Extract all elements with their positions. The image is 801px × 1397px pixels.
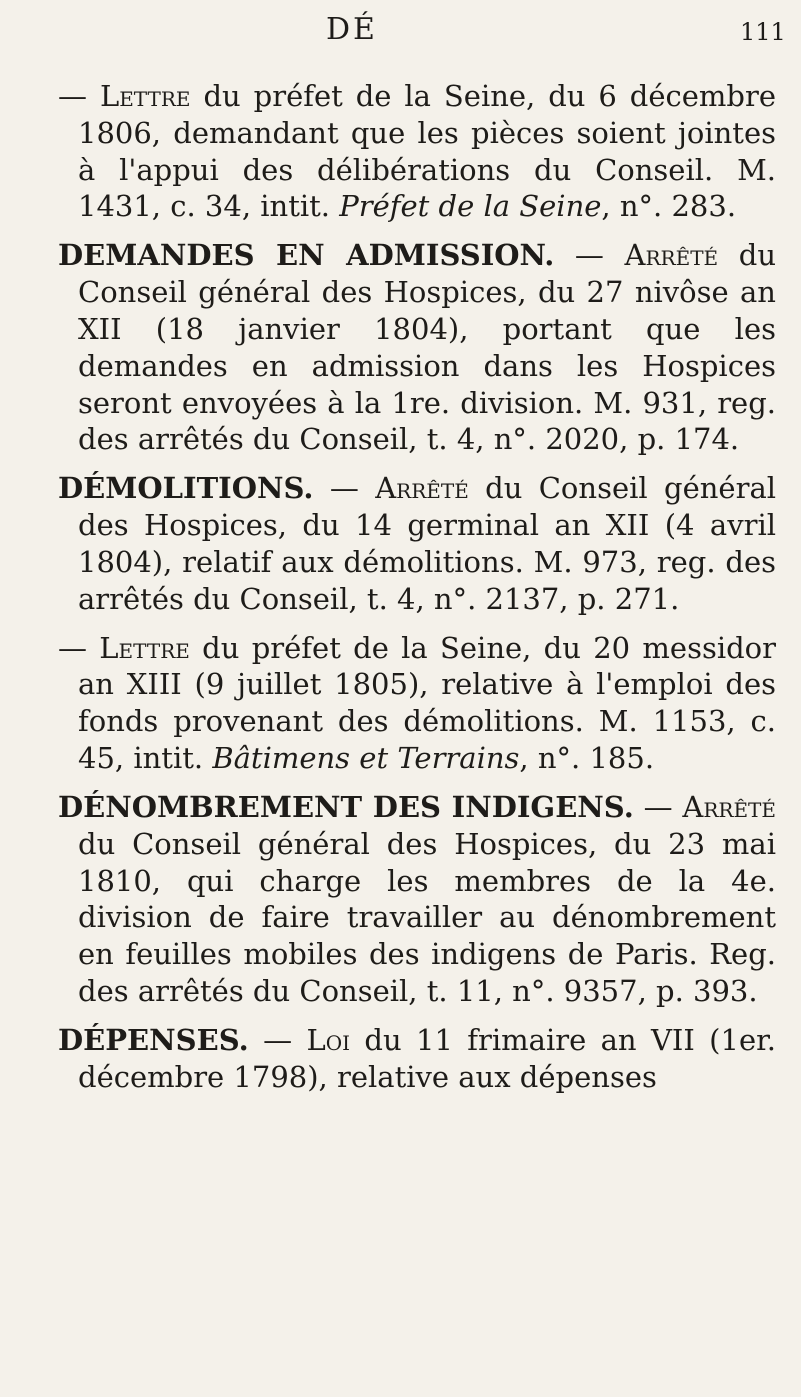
entry-headword: DÉPENSES.	[58, 1022, 249, 1057]
entry-italic: Bâtimens et Terrains	[212, 741, 520, 776]
entry-label: Arrêté	[682, 789, 776, 824]
page-body	[58, 78, 776, 1108]
entry-label: Arrêté	[624, 238, 719, 273]
entry-label: Loi	[306, 1022, 351, 1057]
entry-text: du Conseil général des Hospices, du 14 germinal an XII (4 avril 1804), relatif aux démolitions. M. 973, reg. des arrêtés du Conseil, t. 4, n°. 2137, p. 271.	[78, 471, 777, 616]
running-head: DÉ	[326, 12, 378, 47]
entry-label: Arrêté	[375, 471, 469, 506]
entry-separator: —	[248, 1022, 307, 1057]
entry-dash: —	[58, 79, 100, 113]
entry-label: Lettre	[99, 79, 191, 113]
entry-label: Lettre	[99, 630, 190, 665]
entry-demolitions	[58, 470, 776, 617]
entry-text: du Conseil général des Hospices, du 23 mai 1810, qui charge les membres de la 4e. division de faire travailler au dénombrement en feuilles mobiles des indigens de Paris. Reg. des arrêtés du Conseil, t. 11, n°. 9357, p. 393.	[78, 826, 776, 1009]
page-header	[0, 12, 801, 62]
entry-separator: —	[554, 238, 625, 273]
entry-lettre-1805	[58, 630, 776, 777]
entry-headword: DÉNOMBREMENT DES INDIGENS.	[58, 789, 634, 824]
entry-text: du préfet de la Seine, du 6 décembre 1806, demandant que les pièces soient jointes à l'appui des délibérations du Conseil. M. 1431, c. 34, intit.	[78, 79, 777, 224]
entry-demandes-en-admission	[58, 237, 776, 458]
entry-text: du préfet de la Seine, du 20 messidor an XIII (9 juillet 1805), relative à l'emploi des fonds provenant des démolitions. M. 1153, c. 45, intit.	[78, 630, 776, 776]
entry-headword: DÉMOLITIONS.	[58, 471, 314, 506]
entry-separator: —	[313, 471, 376, 506]
entry-tail: , n°. 283.	[601, 189, 737, 224]
entry-headword: DEMANDES EN ADMISSION.	[58, 238, 555, 273]
entry-lettre-1806	[58, 78, 776, 225]
entry-dash: —	[58, 630, 100, 665]
entry-denombrement-des-indigens	[58, 789, 776, 1010]
page-number: 111	[740, 18, 786, 46]
entry-tail: , n°. 185.	[519, 741, 655, 776]
entry-separator: —	[633, 789, 683, 824]
entry-text: du Conseil général des Hospices, du 27 nivôse an XII (18 janvier 1804), portant que les demandes en admission dans les Hospices seront envoyées à la 1re. division. M. 931, reg. des arrêtés du Conseil, t. 4, n°. 2020, p. 174.	[78, 238, 776, 457]
entry-depenses	[58, 1022, 776, 1096]
entry-italic: Préfet de la Seine	[339, 189, 602, 224]
entry-text: du 11 frimaire an VII (1er. décembre 1798), relative aux dépenses	[78, 1022, 777, 1094]
